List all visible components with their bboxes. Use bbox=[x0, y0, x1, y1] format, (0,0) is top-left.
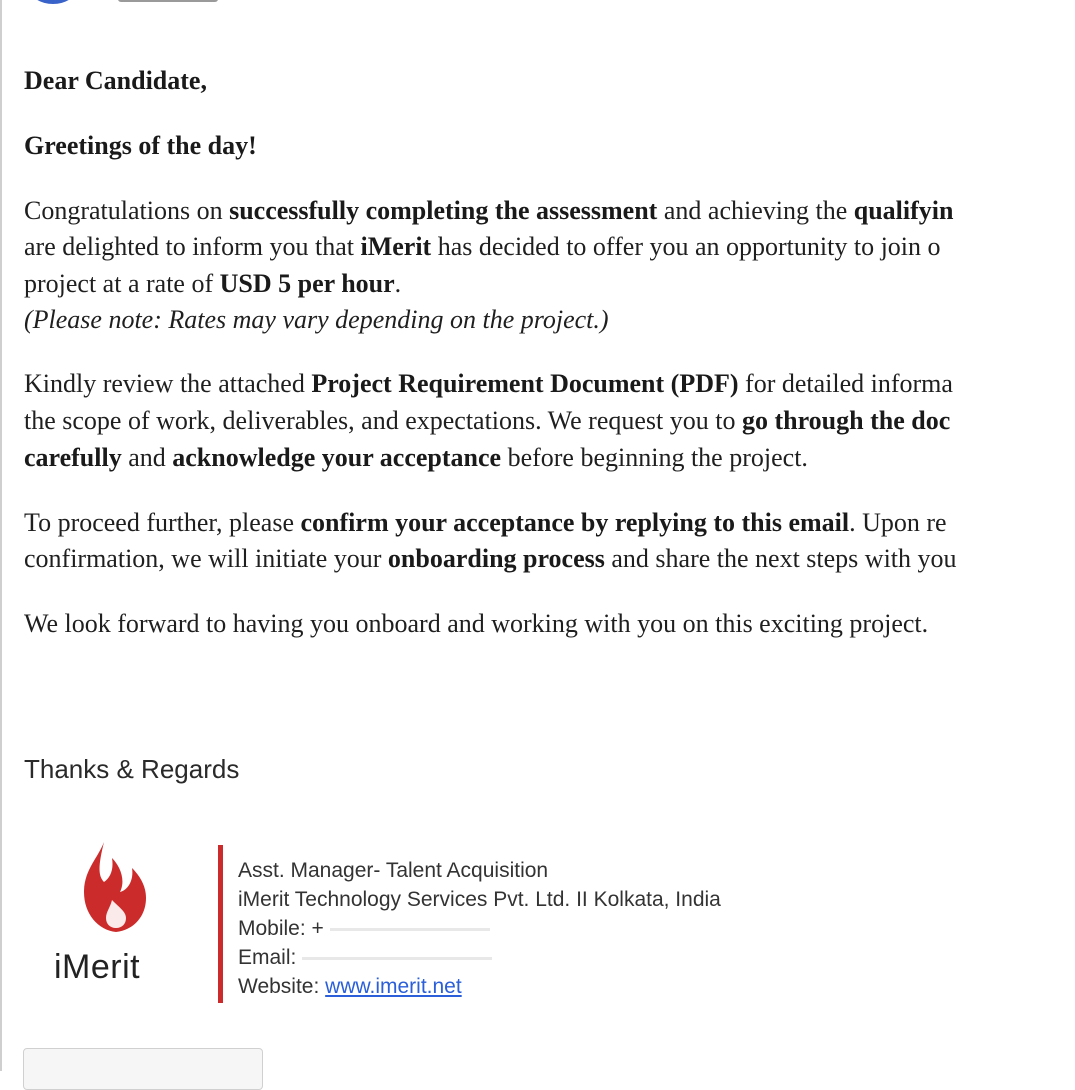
paragraph-1-line-2: are delighted to inform you that iMerit has decided to offer you an opportunity to join o bbox=[24, 232, 941, 261]
rate-note: (Please note: Rates may vary depending on the project.) bbox=[24, 305, 609, 334]
website-link[interactable]: www.imerit.net bbox=[325, 975, 462, 998]
paragraph-1-line-3: project at a rate of USD 5 per hour. bbox=[24, 269, 402, 298]
signature-company: iMerit Technology Services Pvt. Ltd. II Kolkata, India bbox=[238, 888, 721, 911]
signature-mobile: Mobile: + bbox=[238, 914, 721, 943]
greeting: Greetings of the day! bbox=[24, 131, 257, 160]
salutation: Dear Candidate, bbox=[24, 66, 207, 95]
left-border bbox=[0, 0, 2, 1071]
signature-title: Asst. Manager- Talent Acquisition bbox=[238, 859, 549, 882]
redacted-phone bbox=[330, 928, 490, 931]
closing-line: We look forward to having you onboard and working with you on this exciting project. bbox=[24, 609, 929, 638]
paragraph-1-line-1: Congratulations on successfully completing the assessment and achieving the qualifyin bbox=[24, 196, 954, 225]
paragraph-2-line-1: Kindly review the attached Project Requirement Document (PDF) for detailed informa bbox=[24, 369, 953, 398]
sender-avatar bbox=[30, 0, 76, 4]
signature-divider bbox=[218, 845, 223, 1003]
signature-email: Email: bbox=[238, 943, 721, 972]
paragraph-3-line-2: confirmation, we will initiate your onboarding process and share the next steps with you bbox=[24, 544, 957, 573]
paragraph-2-line-2: the scope of work, deliverables, and expectations. We request you to go through the doc bbox=[24, 406, 951, 435]
paragraph-3-line-1: To proceed further, please confirm your acceptance by replying to this email. Upon re bbox=[24, 508, 947, 537]
imerit-logo-text: iMerit bbox=[54, 948, 141, 986]
signature-website: Website: www.imerit.net bbox=[238, 975, 462, 998]
regards: Thanks & Regards bbox=[24, 754, 240, 784]
sender-name-cropped bbox=[118, 0, 218, 2]
redacted-email bbox=[302, 957, 492, 960]
attachment-card[interactable] bbox=[23, 1048, 263, 1090]
paragraph-2-line-3: carefully and acknowledge your acceptance before beginning the project. bbox=[24, 443, 808, 472]
signature-details bbox=[238, 856, 721, 1001]
